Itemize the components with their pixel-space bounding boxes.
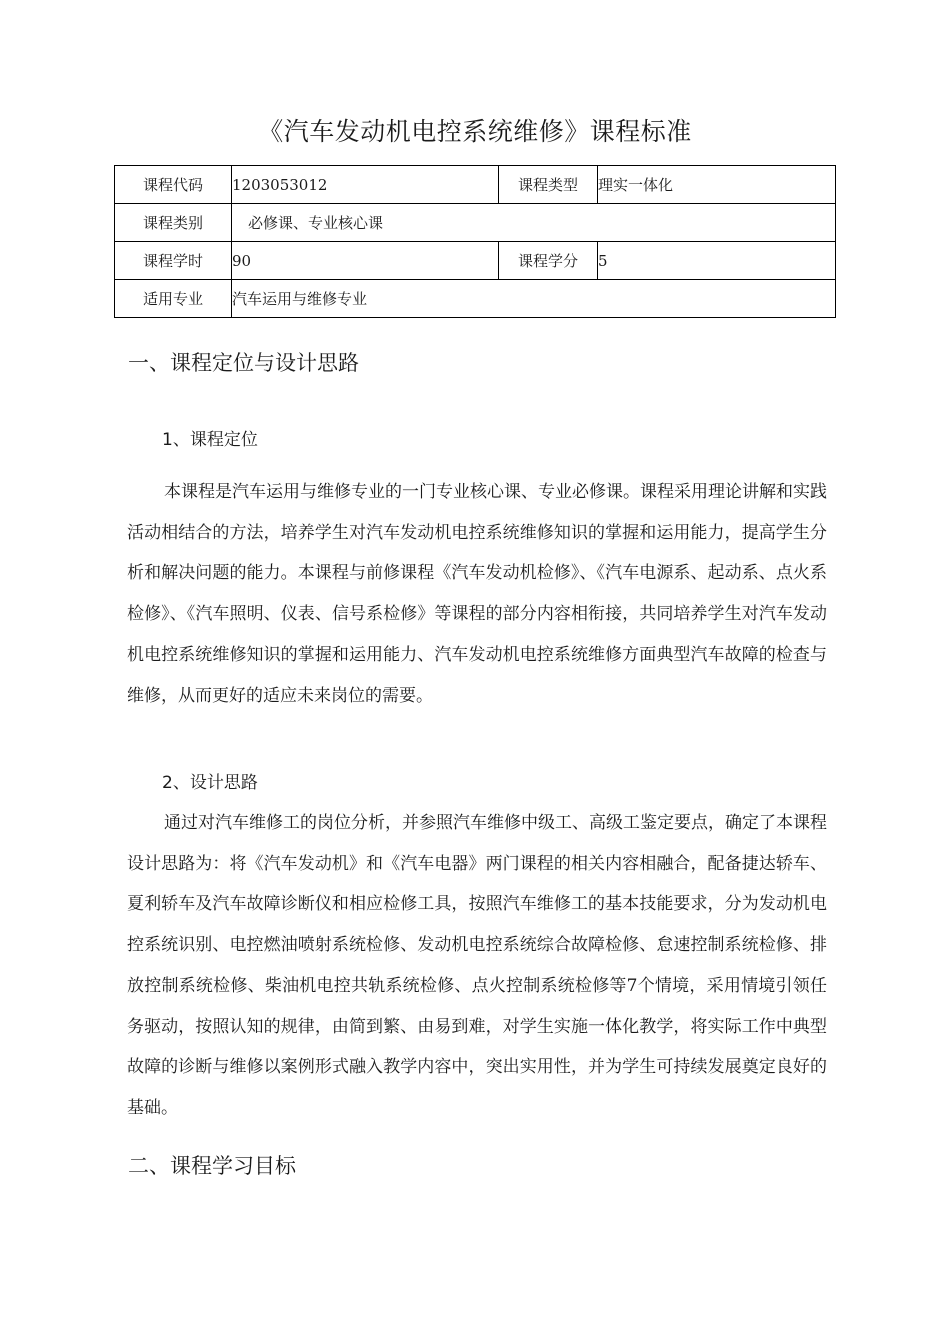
course-credits-label: 课程学分	[499, 242, 598, 280]
course-hours-value: 90	[232, 242, 499, 280]
course-type-label: 课程类型	[499, 166, 598, 204]
course-type-value: 理实一体化	[598, 166, 836, 204]
course-category-label: 课程类别	[115, 204, 232, 242]
course-category-value: 必修课、专业核心课	[232, 204, 836, 242]
subsection-1-heading: 1、课程定位	[162, 430, 258, 450]
section-2-heading: 二、课程学习目标	[128, 1154, 296, 1178]
course-code-label: 课程代码	[115, 166, 232, 204]
table-row	[115, 166, 836, 204]
course-hours-label: 课程学时	[115, 242, 232, 280]
subsection-2-heading: 2、设计思路	[162, 773, 258, 793]
table-row	[115, 242, 836, 280]
course-code-value: 1203053012	[232, 166, 499, 204]
document-title: 《汽车发动机电控系统维修》课程标准	[258, 117, 692, 146]
table-row	[115, 204, 836, 242]
course-credits-value: 5	[598, 242, 836, 280]
table-row	[115, 280, 836, 318]
design-approach-paragraph: 通过对汽车维修工的岗位分析，并参照汽车维修中级工、高级工鉴定要点，确定了本课程设计思路为：将《汽车发动机》和《汽车电器》两门课程的相关内容相融合，配备捷达轿车、夏利轿车及汽车故障诊断仪和相应检修工具，按照汽车维修工的基本技能要求，分为发动机电控系统识别、电控燃油喷射系统检修、发动机电控系统综合故障检修、怠速控制系统检修、排放控制系统检修、柴油机电控共轨系统检修、点火控制系统检修等7个情境，采用情境引领任务驱动，按照认知的规律，由简到繁、由易到难，对学生实施一体化教学，将实际工作中典型故障的诊断与维修以案例形式融入教学内容中，突出实用性，并为学生可持续发展奠定良好的基础。	[127, 813, 827, 1118]
applicable-major-value: 汽车运用与维修专业	[232, 280, 836, 318]
applicable-major-label: 适用专业	[115, 280, 232, 318]
section-1-heading: 一、课程定位与设计思路	[128, 351, 359, 375]
course-info-table	[114, 165, 836, 318]
course-positioning-paragraph: 本课程是汽车运用与维修专业的一门专业核心课、专业必修课。课程采用理论讲解和实践活动相结合的方法，培养学生对汽车发动机电控系统维修知识的掌握和运用能力，提高学生分析和解决问题的能力。本课程与前修课程《汽车发动机检修》、《汽车电源系、起动系、点火系检修》、《汽车照明、仪表、信号系检修》等课程的部分内容相衔接，共同培养学生对汽车发动机电控系统维修知识的掌握和运用能力、汽车发动机电控系统维修方面典型汽车故障的检查与维修，从而更好的适应未来岗位的需要。	[127, 482, 827, 706]
